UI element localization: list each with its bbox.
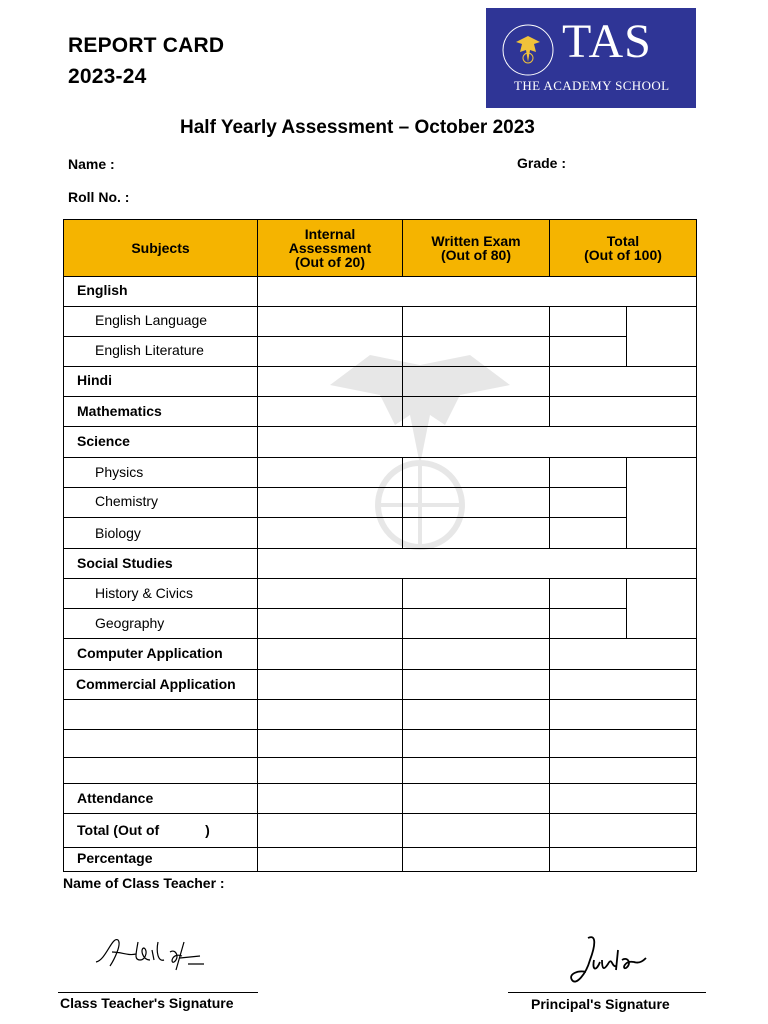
table-cell [402,517,550,549]
table-cell [549,699,697,730]
row-biology: Biology [95,525,141,541]
row-commercial-application: Commercial Application [76,676,236,692]
grade-label: Grade : [517,155,567,171]
table-cell [257,517,403,549]
table-cell [626,457,697,549]
table-cell [402,457,550,488]
row-science: Science [77,433,130,449]
table-cell [257,669,403,700]
row-english: English [77,282,128,298]
eagle-crest-icon [500,22,556,78]
school-logo [486,8,696,108]
table-cell [402,578,550,609]
table-cell [549,578,627,609]
table-cell [257,366,403,397]
table-cell [402,757,550,784]
header-total-line2: (Out of 100) [584,247,662,263]
table-cell [257,783,403,814]
table-cell [402,396,550,427]
name-label: Name : [68,156,115,172]
table-cell [63,487,258,518]
row-percentage: Percentage [77,850,153,866]
table-cell [549,517,627,549]
table-cell [63,729,258,758]
row-total-prefix: Total (Out of [77,822,160,838]
table-cell [257,426,697,458]
header-written-line1: Written Exam [431,233,521,249]
table-cell [257,306,403,337]
header-subjects-label: Subjects [131,240,190,256]
row-chemistry: Chemistry [95,493,159,509]
table-cell [257,548,697,579]
class-teacher-signature-image [92,930,210,978]
table-cell [626,306,697,367]
class-teacher-signature-line [58,992,258,993]
principal-signature-line [508,992,706,993]
table-cell [549,336,627,367]
table-cell [549,813,697,848]
table-cell [549,783,697,814]
logo-school-name: THE ACADEMY SCHOOL [514,78,670,93]
table-cell [402,699,550,730]
table-cell [257,487,403,518]
header-internal-line3: (Out of 20) [295,254,365,270]
principal-signature-image [566,930,652,990]
table-cell [402,729,550,758]
table-cell [402,847,550,872]
table-cell [402,336,550,367]
table-cell [63,699,258,730]
table-cell [63,757,258,784]
table-cell [549,487,627,518]
table-cell [402,366,550,397]
header-subjects [63,219,258,277]
table-cell [549,729,697,758]
table-cell [549,396,697,427]
table-cell [257,608,403,639]
row-computer-application: Computer Application [77,645,223,661]
table-cell [549,757,697,784]
table-cell [257,757,403,784]
table-cell [402,813,550,848]
class-teacher-name-label: Name of Class Teacher : [63,875,225,891]
table-cell [549,608,627,639]
table-cell [549,638,697,670]
table-cell [549,306,627,337]
row-history-civics: History & Civics [95,585,194,601]
table-cell [63,457,258,488]
header-total-line1: Total [606,233,640,249]
table-cell [257,457,403,488]
row-total [77,822,210,838]
table-cell [257,699,403,730]
header-written-exam [402,219,550,277]
row-english-literature: English Literature [95,342,204,358]
header-total [549,219,697,277]
academic-year: 2023-24 [68,65,147,88]
roll-number-label: Roll No. : [68,189,130,205]
header-written-line2: (Out of 80) [441,247,511,263]
table-cell [257,813,403,848]
table-cell [549,366,697,397]
table-cell [549,457,627,488]
row-mathematics: Mathematics [77,403,162,419]
table-cell [257,729,403,758]
header-internal-line2: Assessment [288,240,372,256]
class-teacher-signature-label: Class Teacher's Signature [60,995,234,1011]
table-cell [257,336,403,367]
table-cell [402,783,550,814]
row-physics: Physics [95,464,144,480]
table-cell [257,276,697,307]
table-cell [257,847,403,872]
table-cell [257,638,403,670]
table-cell [63,517,258,549]
row-english-language: English Language [95,312,208,328]
header-internal-assessment [257,219,403,277]
principal-signature-label: Principal's Signature [531,996,670,1012]
row-hindi: Hindi [77,372,112,388]
table-cell [402,638,550,670]
table-cell [402,306,550,337]
table-cell [257,578,403,609]
table-cell [257,396,403,427]
assessment-title: Half Yearly Assessment – October 2023 [180,117,535,138]
row-total-suffix: ) [205,822,210,838]
logo-abbreviation: TAS [562,15,652,68]
row-attendance: Attendance [77,790,154,806]
table-cell [626,578,697,639]
table-cell [402,608,550,639]
table-cell [549,847,697,872]
header-internal-line1: Internal [304,226,356,242]
report-card-title: REPORT CARD [68,34,225,57]
row-social-studies: Social Studies [77,555,173,571]
table-cell [402,669,550,700]
row-geography: Geography [95,615,165,631]
table-cell [402,487,550,518]
table-cell [549,669,697,700]
